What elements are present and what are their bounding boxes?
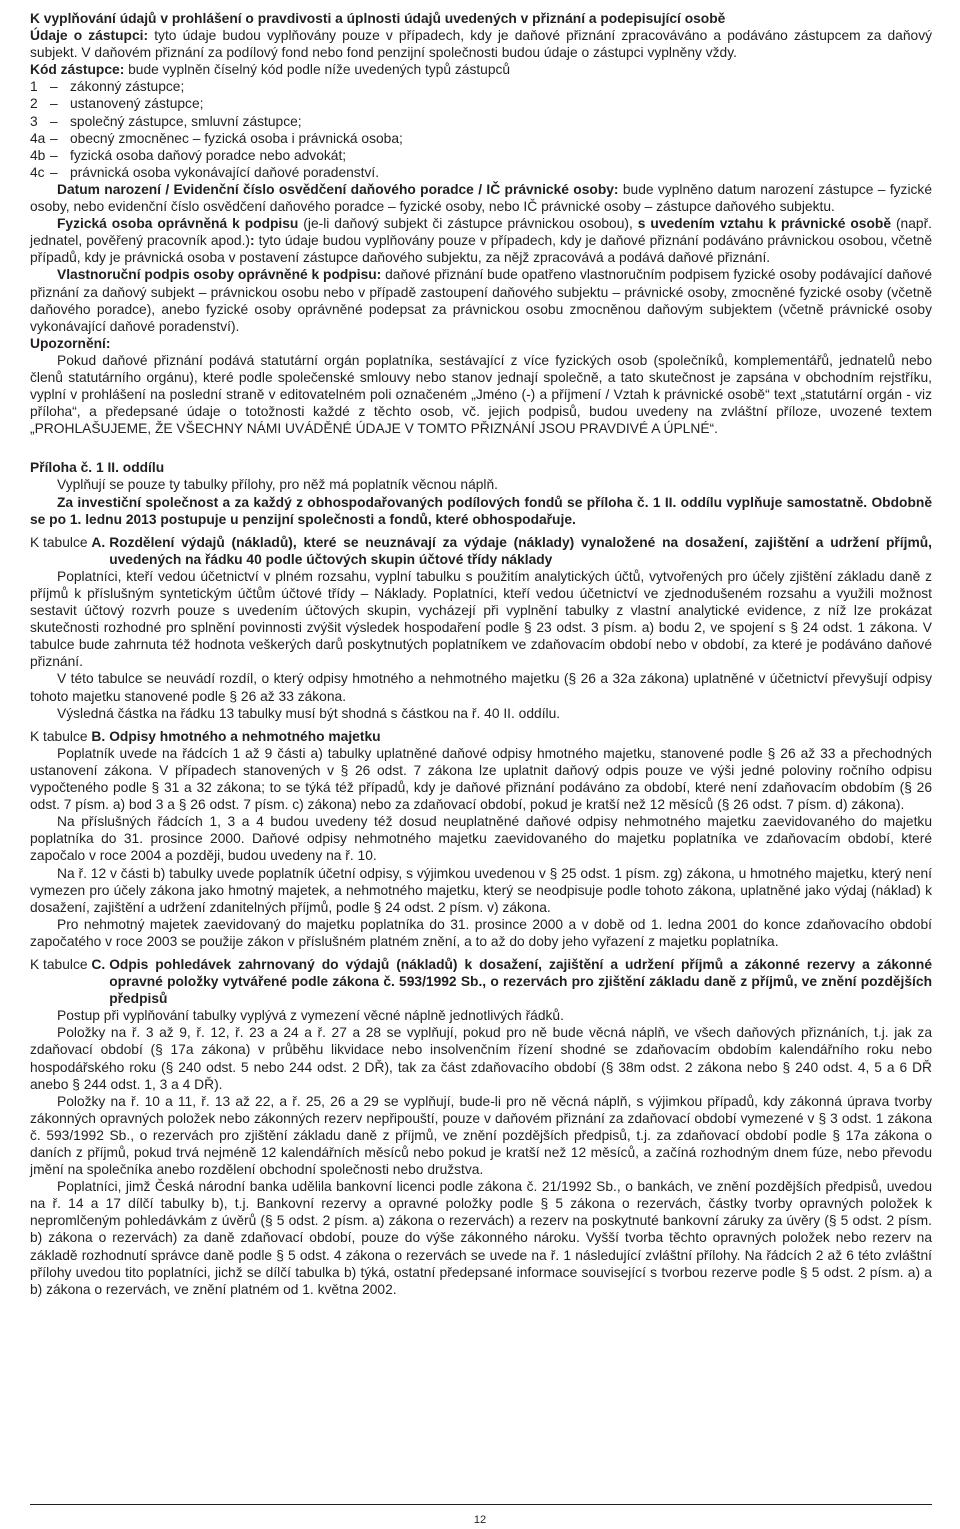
datum-label: Datum narození / Evidenční číslo osvědčení daňového poradce / IČ právnické osoby: [57, 181, 619, 197]
spacer [30, 437, 932, 459]
code-text: fyzická osoba daňový poradce nebo advokát; [70, 147, 347, 163]
upozorneni-text: Pokud daňové přiznání podává statutární orgán poplatníka, sestávající z více fyzických osob (společníků, komplementářů, jednatelů nebo členů statutárního orgánu), které podle společenské smlouvy nebo stanov jednají společně, a tato skutečnost je zapsána v obchodním rejstříku, vyplní v prohlášení na poslední straně v editovatelném poli označeném „Jméno (-) a příjmení / Vztah k právnické osobě“ text „statutární orgán - viz příloha“, a předepsané údaje o totožnosti každé z těchto osob, vč. jejich podpisů, budou uvedeny na zvláštní příloze, uvozené textem „PROHLAŠUJEME, ŽE VŠECHNY NÁMI UVÁDĚNÉ ÚDAJE V TOMTO PŘIZNÁNÍ JSOU PRAVDIVÉ A ÚPLNÉ“. [30, 352, 932, 437]
code-dash: – [50, 164, 58, 180]
tab-prefix: K tabulce [30, 728, 88, 744]
code-dash: – [50, 130, 58, 146]
zastupci-label: Údaje o zástupci: [30, 28, 149, 44]
tab-letter: B. [91, 728, 106, 744]
code-dash: – [50, 113, 58, 129]
list-item [30, 130, 932, 147]
table-b-paragraph-1: Poplatník uvede na řádcích 1 až 9 části a) tabulky uplatněné daňové odpisy hmotného majetku, stanovené podle § 26 až 33 a přechodných ustanovení zákona. V případech stanovených v § 26 odst. 7 zákona lze uplatnit daňový odpis pouze ve výši jedné poloviny ročního odpisu vypočteného podle § 31 a 32 zákona; to se týká též případů, kdy je daňové přiznání podáváno za období, které není zdaňovacím obdobím (§ 26 odst. 7 písm. a) bod 3 a § 26 odst. 7 písm. c) zákona) nebo za zdaňovací období, pokud je kratší než 12 měsíců (§ 26 odst. 7 písm. d) zákona). [30, 745, 932, 813]
fyz-mid: (je-li daňový subjekt či zástupce právnickou osobou), [298, 216, 638, 232]
table-a-paragraph-2: V této tabulce se neuvádí rozdíl, o který odpisy hmotného a nehmotného majetku (§ 26 a 32a zákona) uplatněné v účetnictví převyšují odpisy tohoto majetku stanovené podle § 26 až 33 zákona. [30, 671, 932, 704]
podpis-text: daňové přiznání bude opatřeno vlastnoručním podpisem fyzické osoby podávající daňové přiznání za daňový subjekt – právnickou osobu nebo v případě zastoupení daňového subjektu – právnické osoby, zmocněné fyzické osoby (včetně daňového poradce), anebo fyzické osoby oprávněné podepsat za právnickou osobu zmocněnou daňovým subjektem (včetně právnické osoby vykonávající daňové poradenství). [30, 267, 932, 334]
table-a-heading [30, 534, 932, 568]
fyzicka-osoba-paragraph [30, 215, 932, 266]
table-c-prefix [30, 956, 109, 1007]
code-text: obecný zmocněnec – fyzická osoba i právnická osoba; [70, 130, 403, 146]
fyz-mid-2: (např. jednatel, pověřený pracovník apod.) [30, 216, 933, 249]
datum-text: bude vyplněno datum narození zástupce – fyzické osoby, nebo evidenční číslo osvědčení daňového poradce – fyzické osoby, nebo IČ právnické osoby – zástupce daňového subjektu. [30, 181, 932, 215]
table-b-heading [30, 728, 932, 745]
priloha-line-2: Za investiční společnost a za každý z obhospodařovaných podílových fondů se příloha č. 1 II. oddílu vyplňuje samostatně. Obdobně se po 1. lednu 2013 postupuje u penzijní společnosti a fondů, které obhospodařuje. [30, 494, 932, 527]
list-item [30, 95, 932, 112]
kod-paragraph [30, 61, 932, 78]
table-b-prefix [30, 728, 109, 745]
table-c-paragraph-4: Poplatníci, jimž Česká národní banka udělila bankovní licenci podle zákona č. 21/1992 Sb., o bankách, ve znění pozdějších předpisů, uvedou na ř. 14 a 17 dílčí tabulky b), t.j. Bankovní rezervy a opravné položky podle § 5 zákona o rezervách, částky tvorby opravných položek k nepromlčeným pohledávkám z úvěrů (§ 5 odst. 2 písm. a) zákona o rezervách) a rezerv na poskytnuté bankovní záruky za úvěry (§ 5 odst. 2 písm. b) zákona o rezervách) za daně zdaňovací období, pouze do výše zákonného nároku. Vyšší tvorba těchto opravných položek nebo rezerv na základě rozhodnutí správce daně podle § 5 odst. 4 zákona o rezervách se uvede na ř. 1 následující zvláštní přílohy. Na řádcích 2 až 6 této zvláštní přílohy uvedou tito poplatníci, jichž se dílčí tabulka b) týká, ostatní předepsané informace související s tvorbou rezerve podle § 5 odst. 2 písm. a) a b) zákona o rezervách, ve znění platném od 1. května 2002. [30, 1179, 932, 1297]
table-a-prefix [30, 534, 109, 568]
code-dash: – [50, 79, 58, 95]
page-number: 12 [473, 1514, 487, 1526]
code-text: zákonný zástupce; [70, 79, 185, 95]
code-text: společný zástupce, smluvní zástupce; [70, 113, 302, 129]
fyz-label-2: s uvedením vztahu k právnické osobě [637, 216, 892, 232]
document-body [30, 10, 932, 1298]
zastupci-text: tyto údaje budou vyplňovány pouze v případech, kdy je daňové přiznání zpracováváno a podáváno zástupcem za daňový subjekt. V daňovém přiznání za podílový fond nebo fond penzijní společnosti budou údaje o zástupci vyplněny vždy. [30, 28, 932, 61]
table-c-paragraph-3: Položky na ř. 10 a 11, ř. 13 až 22, a ř. 25, 26 a 29 se vyplňují, bude-li pro ně věcná náplň, s výjimkou případů, kdy zákonná úprava tvorby zákonných opravných položek nebo zákonných rezerv nepřipouští, pouze v daňovém přiznání za zdaňovací období vymezené v § 3 odst. 1 zákona č. 593/1992 Sb., o rezervách pro zjištění základu daně z příjmů, ve znění pozdějších předpisů, t.j. za zdaňovací období podle § 17a zákona o daních z příjmů, pokud trvá nejméně 12 kalendářních měsíců nebo pokud je kratší než 12 měsíců, a začíná rozhodným dnem fúze, nebo převodu jmění na společníka anebo rozdělení obchodní společnosti nebo družstva. [30, 1093, 932, 1178]
table-a-paragraph-1: Poplatníci, kteří vedou účetnictví v plném rozsahu, vyplní tabulku s použitím analytických účtů, vytvořených pro účely zjištění základu daně z příjmů k příslušným syntetickým účtům účtové třídy – Náklady. Poplatníci, kteří vedou účetnictví ve zjednodušeném rozsahu a využili možnost sestavit účtový rozvrh pouze s uvedením účtových skupin, vycházejí při vyplnění tabulky z vlastní analytické evidence, z níž lze prokázat skutečnosti rozhodné pro splnění povinnosti zvýšit výsledek hospodaření podle § 23 odst. 3 písm. a) bodu 2, ve spojení s § 24 odst. 1 zákona. V tabulce bude zahrnuta též hodnota veškerých darů poskytnutých poplatníkem ve zdaňovacím období nebo v období, za které je podáváno daňové přiznání. [30, 568, 932, 670]
table-c-title: Odpis pohledávek zahrnovaný do výdajů (nákladů) k dosažení, zajištění a udržení příjmů a zákonné rezervy a zákonné opravné položky vytvářené podle zákona č. 593/1992 Sb., o rezervách pro zjištění základu daně z příjmů, ve znění pozdějších předpisů [109, 956, 932, 1007]
table-a-paragraph-3: Výsledná částka na řádku 13 tabulky musí být shodná s částkou na ř. 40 II. oddílu. [57, 705, 561, 721]
table-c-paragraph-1: Postup při vyplňování tabulky vyplývá z vymezení věcné náplně jednotlivých řádků. [57, 1008, 564, 1024]
tab-letter: C. [91, 956, 106, 972]
podpis-label: Vlastnoruční podpis osoby oprávněné k podpisu: [57, 267, 382, 283]
code-value: 4a [30, 130, 46, 146]
list-item [30, 164, 932, 181]
code-value: 4c [30, 164, 45, 180]
kod-label: Kód zástupce: [30, 62, 125, 78]
tab-prefix: K tabulce [30, 534, 88, 550]
list-item [30, 113, 932, 130]
priloha-line-1: Vyplňují se pouze ty tabulky přílohy, pro něž má poplatník věcnou náplň. [57, 477, 498, 493]
footer-divider [30, 1504, 932, 1505]
priloha-title: Příloha č. 1 II. oddílu [30, 460, 165, 476]
kod-text: bude vyplněn číselný kód podle níže uvedených typů zástupců [124, 62, 511, 78]
table-b-paragraph-3: Na ř. 12 v části b) tabulky uvede poplatník účetní odpisy, s výjimkou uvedenou v § 25 odst. 1 písm. zg) zákona, u hmotného majetku, který není vymezen pro účely zákona jako hmotný majetek, a nehmotného majetku, který se neodpisuje podle tohoto zákona, uplatněné jako výdaj (náklad) k dosažení, zajištění a udržení zdanitelných příjmů, podle § 24 odst. 2 písm. v) zákona. [30, 865, 932, 915]
fyz-text: tyto údaje budou vyplňovány pouze v případech, kdy je daňové přiznání podáváno právnickou osobou, včetně případů, kdy je právnická osoba v postavení zástupce daňového subjektu, za nějž zpracovává a podává daňové přiznání. [30, 233, 932, 266]
tab-prefix: K tabulce [30, 956, 88, 972]
table-b-paragraph-4: Pro nehmotný majetek zaevidovaný do majetku poplatníka do 31. prosince 2000 a v době od 1. ledna 2001 do konce zdaňovacího období započatého v roce 2003 se použije zákon v příslušném platném znění, a to až do doby jeho vyřazení z majetku poplatníka. [30, 916, 932, 949]
code-value: 4b [30, 147, 46, 163]
datum-paragraph [30, 181, 932, 215]
code-value: 3 [30, 113, 38, 129]
upozorneni-label: Upozornění: [30, 335, 111, 351]
code-text: ustanovený zástupce; [70, 96, 204, 112]
code-dash: – [50, 147, 58, 163]
list-item [30, 147, 932, 164]
table-b-paragraph-2: Na příslušných řádcích 1, 3 a 4 budou uvedeny též dosud neuplatněné daňové odpisy nehmotného majetku zaevidovaného do majetku poplatníka do 31. prosince 2000. Daňové odpisy nehmotného majetku zaevidovaného do majetku poplatníka ve zdaňovacím období, které započalo v roce 2004 a později, budou uvedeny na ř. 10. [30, 814, 932, 864]
podpis-paragraph [30, 266, 932, 334]
code-value: 1 [30, 79, 38, 95]
table-b-title: Odpisy hmotného a nehmotného majetku [109, 728, 381, 744]
code-dash: – [50, 96, 58, 112]
code-list [30, 78, 932, 181]
table-c-heading [30, 956, 932, 1007]
list-item [30, 78, 932, 95]
code-value: 2 [30, 96, 38, 112]
section-heading: K vyplňování údajů v prohlášení o pravdivosti a úplnosti údajů uvedených v přiznání a podepisující osobě [30, 11, 726, 26]
zastupci-paragraph [30, 27, 932, 61]
fyz-label: Fyzická osoba oprávněná k podpisu [57, 216, 299, 232]
table-c-paragraph-2: Položky na ř. 3 až 9, ř. 12, ř. 23 a 24 a ř. 27 a 28 se vyplňují, pokud pro ně bude věcná náplň, ve všech daňových přiznáních, t.j. jak za zdaňovací období (§ 17a zákona) v průběhu likvidace nebo insolvenčním řízení shodné se zdaňovacím obdobím kalendářního roku nebo hospodářského roku (§ 240 odst. 5 nebo 244 odst. 2 DŘ), tak za část zdaňovacího období (§ 38m odst. 2 zákona nebo § 240 odst. 4, 5 a 6 DŘ anebo § 244 odst. 1, 3 a 4 DŘ). [30, 1025, 932, 1092]
fyz-colon: : [250, 233, 255, 249]
tab-letter: A. [91, 534, 106, 550]
table-a-title: Rozdělení výdajů (nákladů), které se neuznávají za výdaje (náklady) vynaložené na dosažení, zajištění a udržení příjmů, uvedených na řádku 40 podle účtových skupin účtové třídy náklady [109, 534, 932, 567]
code-text: právnická osoba vykonávající daňové poradenství. [70, 164, 380, 180]
